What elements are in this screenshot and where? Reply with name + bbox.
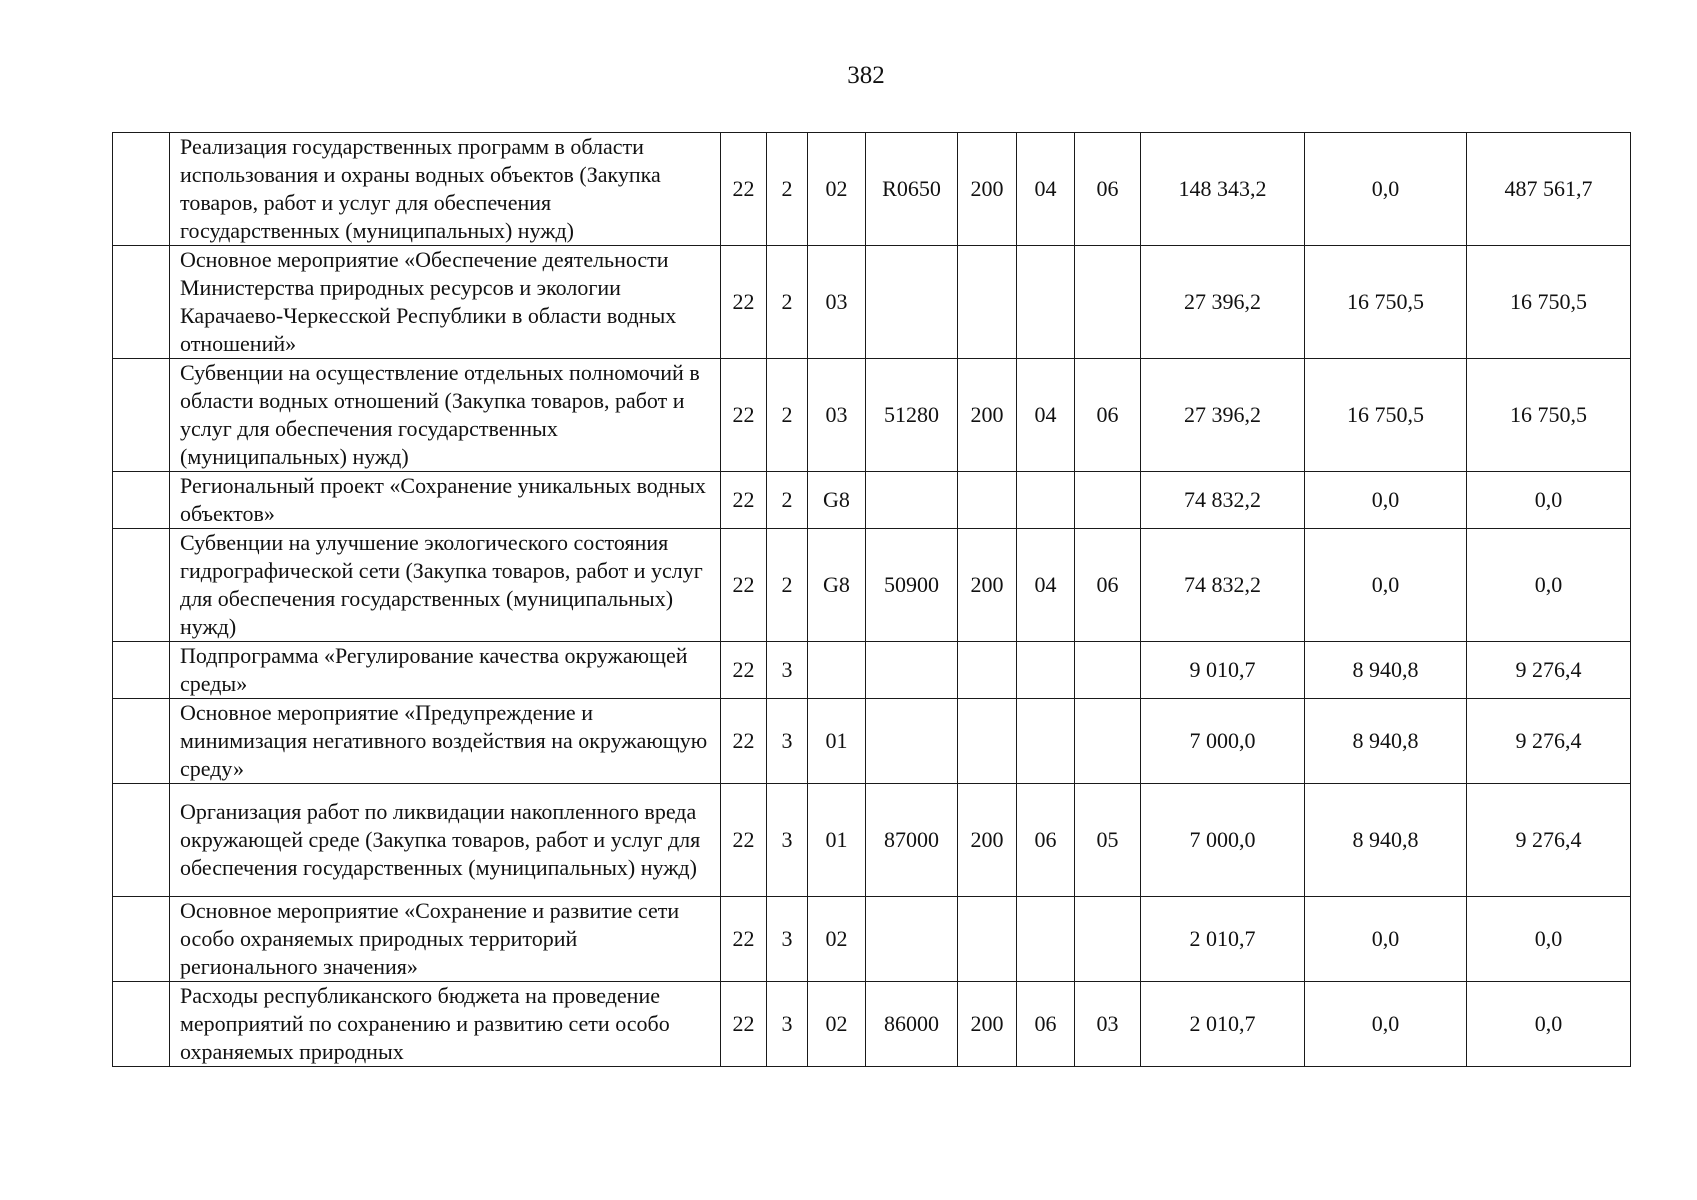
row-number-cell [113,359,170,472]
item-name: Основное мероприятие «Обеспечение деятельности Министерства природных ресурсов и экологии Карачаево-Черкесской Республики в области водных отношений» [170,246,721,359]
code-ministry: 22 [721,246,767,359]
code-expense-type [958,699,1017,784]
budget-table-body [113,133,1631,1067]
table-row [113,246,1631,359]
code-subprogram: 2 [767,359,808,472]
amount-year-1: 7 000,0 [1141,699,1305,784]
code-subprogram: 2 [767,472,808,529]
table-row [113,133,1631,246]
item-name: Основное мероприятие «Сохранение и развитие сети особо охраняемых природных территорий регионального значения» [170,897,721,982]
code-section [1017,699,1075,784]
code-subsection: 06 [1075,529,1141,642]
code-expense-type [958,246,1017,359]
code-ministry: 22 [721,642,767,699]
code-subprogram: 3 [767,897,808,982]
table-row [113,472,1631,529]
code-subsection [1075,246,1141,359]
code-ministry: 22 [721,529,767,642]
item-name: Региональный проект «Сохранение уникальных водных объектов» [170,472,721,529]
code-section [1017,897,1075,982]
code-subsection: 05 [1075,784,1141,897]
code-section: 04 [1017,359,1075,472]
code-subsection [1075,699,1141,784]
page-number: 382 [847,62,885,89]
item-name: Реализация государственных программ в области использования и охраны водных объектов (Закупка товаров, работ и услуг для обеспечения государственных (муниципальных) нужд) [170,133,721,246]
code-event [808,642,866,699]
table-row [113,359,1631,472]
code-ministry: 22 [721,133,767,246]
code-direction: 87000 [866,784,958,897]
code-subprogram: 2 [767,246,808,359]
code-section: 04 [1017,529,1075,642]
code-ministry: 22 [721,784,767,897]
row-number-cell [113,982,170,1067]
code-ministry: 22 [721,699,767,784]
amount-year-2: 16 750,5 [1305,246,1467,359]
amount-year-1: 74 832,2 [1141,529,1305,642]
amount-year-3: 9 276,4 [1467,699,1631,784]
item-name: Субвенции на осуществление отдельных полномочий в области водных отношений (Закупка товаров, работ и услуг для обеспечения государственных (муниципальных) нужд) [170,359,721,472]
amount-year-3: 9 276,4 [1467,784,1631,897]
amount-year-2: 0,0 [1305,982,1467,1067]
amount-year-3: 16 750,5 [1467,246,1631,359]
row-number-cell [113,246,170,359]
budget-table [112,132,1631,1067]
code-ministry: 22 [721,359,767,472]
code-subsection [1075,897,1141,982]
amount-year-2: 16 750,5 [1305,359,1467,472]
code-section [1017,642,1075,699]
amount-year-3: 0,0 [1467,529,1631,642]
amount-year-1: 9 010,7 [1141,642,1305,699]
code-event: 02 [808,133,866,246]
item-name: Подпрограмма «Регулирование качества окружающей среды» [170,642,721,699]
code-direction: 86000 [866,982,958,1067]
code-subsection [1075,472,1141,529]
table-row [113,784,1631,897]
code-subprogram: 2 [767,529,808,642]
code-event: 03 [808,246,866,359]
code-expense-type [958,642,1017,699]
item-name: Организация работ по ликвидации накопленного вреда окружающей среде (Закупка товаров, работ и услуг для обеспечения государственных (муниципальных) нужд) [170,784,721,897]
amount-year-3: 16 750,5 [1467,359,1631,472]
code-subsection: 06 [1075,133,1141,246]
code-subprogram: 2 [767,133,808,246]
amount-year-3: 487 561,7 [1467,133,1631,246]
amount-year-2: 0,0 [1305,897,1467,982]
row-number-cell [113,133,170,246]
code-subprogram: 3 [767,982,808,1067]
table-row [113,529,1631,642]
code-event: 03 [808,359,866,472]
row-number-cell [113,529,170,642]
code-expense-type: 200 [958,982,1017,1067]
code-subprogram: 3 [767,642,808,699]
code-ministry: 22 [721,897,767,982]
code-expense-type [958,897,1017,982]
amount-year-3: 0,0 [1467,982,1631,1067]
code-direction [866,897,958,982]
amount-year-1: 2 010,7 [1141,982,1305,1067]
code-event: 01 [808,784,866,897]
code-section: 04 [1017,133,1075,246]
item-name: Субвенции на улучшение экологического состояния гидрографической сети (Закупка товаров, работ и услуг для обеспечения государственных (муниципальных) нужд) [170,529,721,642]
code-direction [866,246,958,359]
amount-year-1: 148 343,2 [1141,133,1305,246]
code-ministry: 22 [721,982,767,1067]
code-event: 01 [808,699,866,784]
code-event: 02 [808,982,866,1067]
amount-year-1: 2 010,7 [1141,897,1305,982]
amount-year-2: 8 940,8 [1305,642,1467,699]
amount-year-2: 0,0 [1305,529,1467,642]
code-ministry: 22 [721,472,767,529]
code-subsection: 06 [1075,359,1141,472]
code-direction: R0650 [866,133,958,246]
code-section [1017,472,1075,529]
code-event: 02 [808,897,866,982]
row-number-cell [113,472,170,529]
code-subprogram: 3 [767,699,808,784]
amount-year-1: 27 396,2 [1141,246,1305,359]
code-direction [866,642,958,699]
row-number-cell [113,699,170,784]
amount-year-2: 0,0 [1305,472,1467,529]
table-row [113,897,1631,982]
code-section: 06 [1017,982,1075,1067]
code-expense-type: 200 [958,784,1017,897]
code-event: G8 [808,529,866,642]
amount-year-2: 8 940,8 [1305,784,1467,897]
item-name: Основное мероприятие «Предупреждение и минимизация негативного воздействия на окружающую среду» [170,699,721,784]
code-direction [866,699,958,784]
code-subsection [1075,642,1141,699]
table-row [113,982,1631,1067]
amount-year-1: 7 000,0 [1141,784,1305,897]
code-subprogram: 3 [767,784,808,897]
row-number-cell [113,642,170,699]
row-number-cell [113,897,170,982]
amount-year-2: 0,0 [1305,133,1467,246]
code-direction [866,472,958,529]
amount-year-3: 9 276,4 [1467,642,1631,699]
code-expense-type [958,472,1017,529]
code-section [1017,246,1075,359]
item-name: Расходы республиканского бюджета на проведение мероприятий по сохранению и развитию сети особо охраняемых природных [170,982,721,1067]
amount-year-2: 8 940,8 [1305,699,1467,784]
code-expense-type: 200 [958,529,1017,642]
code-direction: 51280 [866,359,958,472]
code-expense-type: 200 [958,133,1017,246]
table-row [113,699,1631,784]
row-number-cell [113,784,170,897]
code-section: 06 [1017,784,1075,897]
amount-year-3: 0,0 [1467,472,1631,529]
code-expense-type: 200 [958,359,1017,472]
code-event: G8 [808,472,866,529]
amount-year-1: 74 832,2 [1141,472,1305,529]
table-row [113,642,1631,699]
code-direction: 50900 [866,529,958,642]
code-subsection: 03 [1075,982,1141,1067]
amount-year-3: 0,0 [1467,897,1631,982]
amount-year-1: 27 396,2 [1141,359,1305,472]
